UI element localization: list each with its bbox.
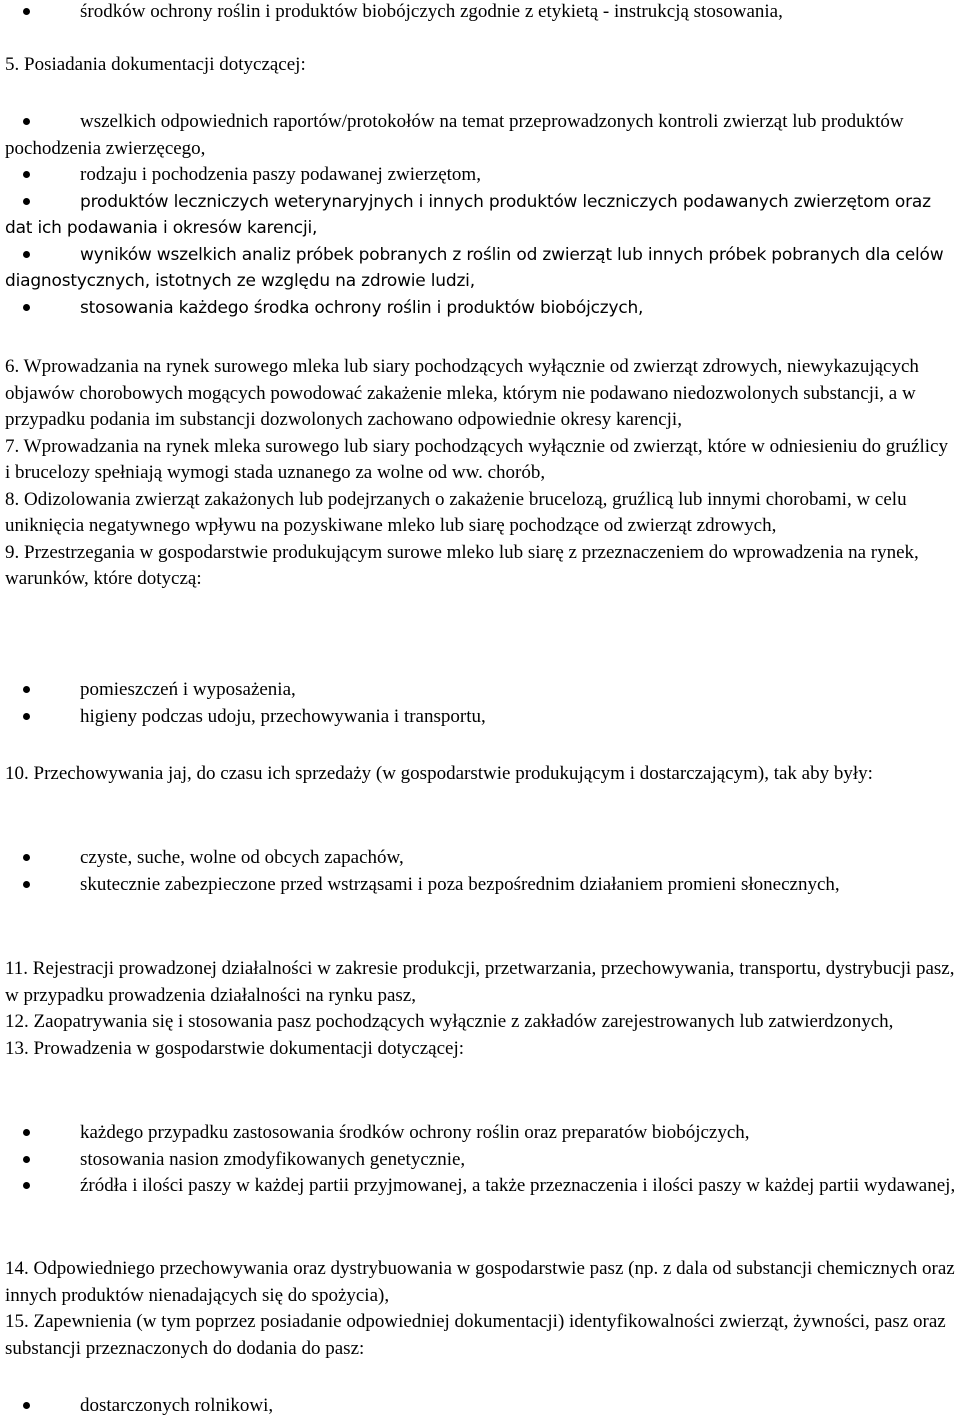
- list-item: stosowania każdego środka ochrony roślin i produktów biobójczych,: [5, 295, 957, 322]
- section-9-list: [5, 677, 957, 730]
- list-item: każdego przypadku zastosowania środków ochrony roślin oraz preparatów biobójczych,: [5, 1120, 957, 1147]
- bullet-icon: [23, 1402, 30, 1409]
- paragraph-7: 7. Wprowadzania na rynek mleka surowego lub siary pochodzących wyłącznie od zwierząt, które w odniesieniu do gruźlicy i brucelozy spełniają wymogi stada uznanego za wolne od ww. chorób,: [5, 435, 948, 483]
- list-item: dostarczonych rolnikowi,: [5, 1393, 957, 1420]
- paragraph-11: 11. Rejestracji prowadzonej działalności w zakresie produkcji, przetwarzania, przechowywania, transportu, dystrybucji pasz, w przypadku prowadzenia działalności na rynku pasz,: [5, 958, 955, 1006]
- list-item: higieny podczas udoju, przechowywania i transportu,: [5, 704, 957, 731]
- section-14-15: [5, 1256, 957, 1362]
- section-5-heading: 5. Posiadania dokumentacji dotyczącej:: [5, 54, 306, 75]
- list-item: źródła i ilości paszy w każdej partii przyjmowanej, a także przeznaczenia i ilości paszy w każdej partii wydawanej,: [5, 1173, 957, 1200]
- paragraph-15: 15. Zapewnienia (w tym poprzez posiadanie odpowiedniej dokumentacji) identyfikowalności zwierząt, żywności, pasz oraz substancji przeznaczonych do dodania do pasz:: [5, 1311, 946, 1359]
- list-item: [5, 0, 957, 26]
- list-item: wszelkich odpowiednich raportów/protokołów na temat przeprowadzonych kontroli zwierząt lub produktów pochodzenia zwierzęcego,: [5, 111, 904, 159]
- paragraph-9: 9. Przestrzegania w gospodarstwie produkującym surowe mleko lub siarę z przeznaczeniem do wprowadzenia na rynek, warunków, które dotyczą:: [5, 541, 919, 589]
- bullet-icon: [23, 304, 30, 311]
- paragraph-13: 13. Prowadzenia w gospodarstwie dokumentacji dotyczącej:: [5, 1037, 465, 1059]
- bullet-icon: [23, 1129, 30, 1136]
- paragraph-14: 14. Odpowiedniego przechowywania oraz dystrybuowania w gospodarstwie pasz (np. z dala od substancji chemicznych oraz innych produktów nienadających się do spożycia),: [5, 1258, 955, 1306]
- bullet-icon: [23, 686, 30, 693]
- paragraph-12: 12. Zaopatrywania się i stosowania pasz pochodzących wyłącznie z zakładów zarejestrowanych lub zatwierdzonych,: [5, 1011, 894, 1032]
- paragraph-10: 10. Przechowywania jaj, do czasu ich sprzedaży (w gospodarstwie produkującym i dostarczającym), tak aby były:: [5, 763, 873, 784]
- section-15-list: [5, 1393, 957, 1420]
- list-item: skutecznie zabezpieczone przed wstrząsami i poza bezpośrednim działaniem promieni słonecznych,: [5, 872, 957, 899]
- list-item: czyste, suche, wolne od obcych zapachów,: [5, 845, 957, 872]
- section-5-list: [5, 109, 957, 321]
- bullet-icon: [23, 198, 30, 205]
- bullet-icon: [23, 118, 30, 125]
- bullet-icon: [23, 1156, 30, 1163]
- bullet-icon: [23, 251, 30, 258]
- list-item: pomieszczeń i wyposażenia,: [5, 677, 957, 704]
- bullet-icon: [23, 713, 30, 720]
- bullet-text: środków ochrony roślin i produktów biobójczych zgodnie z etykietą - instrukcją stosowania,: [80, 1, 783, 22]
- list-item: rodzaju i pochodzenia paszy podawanej zwierzętom,: [5, 162, 957, 189]
- paragraph-8: 8. Odizolowania zwierząt zakażonych lub podejrzanych o zakażenie brucelozą, gruźlicą lub innymi chorobami, w celu uniknięcia negatywnego wpływu na pozyskiwane mleko lub siarę pochodzące od zwierząt zdrowych,: [5, 488, 907, 536]
- section-10-list: [5, 845, 957, 898]
- list-item: wyników wszelkich analiz próbek pobranych z roślin od zwierząt lub innych próbek pobranych dla celów diagnostycznych, istotnych ze względu na zdrowie ludzi,: [5, 244, 944, 291]
- bullet-icon: [23, 854, 30, 861]
- section-13-list: [5, 1120, 957, 1200]
- section-10-heading: [5, 761, 957, 788]
- list-item: produktów leczniczych weterynaryjnych i innych produktów leczniczych podawanych zwierzętom oraz dat ich podawania i okresów karencji,: [5, 191, 931, 238]
- bullet-icon: [23, 881, 30, 888]
- list-item: stosowania nasion zmodyfikowanych genetycznie,: [5, 1147, 957, 1174]
- section-11-to-13: [5, 956, 957, 1062]
- bullet-icon: [23, 8, 30, 15]
- bullet-icon: [23, 171, 30, 178]
- paragraph-6: 6. Wprowadzania na rynek surowego mleka lub siary pochodzących wyłącznie od zwierząt zdrowych, niewykazujących objawów chorobowych mogących powodować zakażenie mleka, którym nie podawano niedozwolonych substancji, a w przypadku podania im substancji dozwolonych zachowano odpowiednie okresy karencji,: [5, 356, 919, 430]
- bullet-icon: [23, 1182, 30, 1189]
- section-6-to-9: [5, 354, 957, 593]
